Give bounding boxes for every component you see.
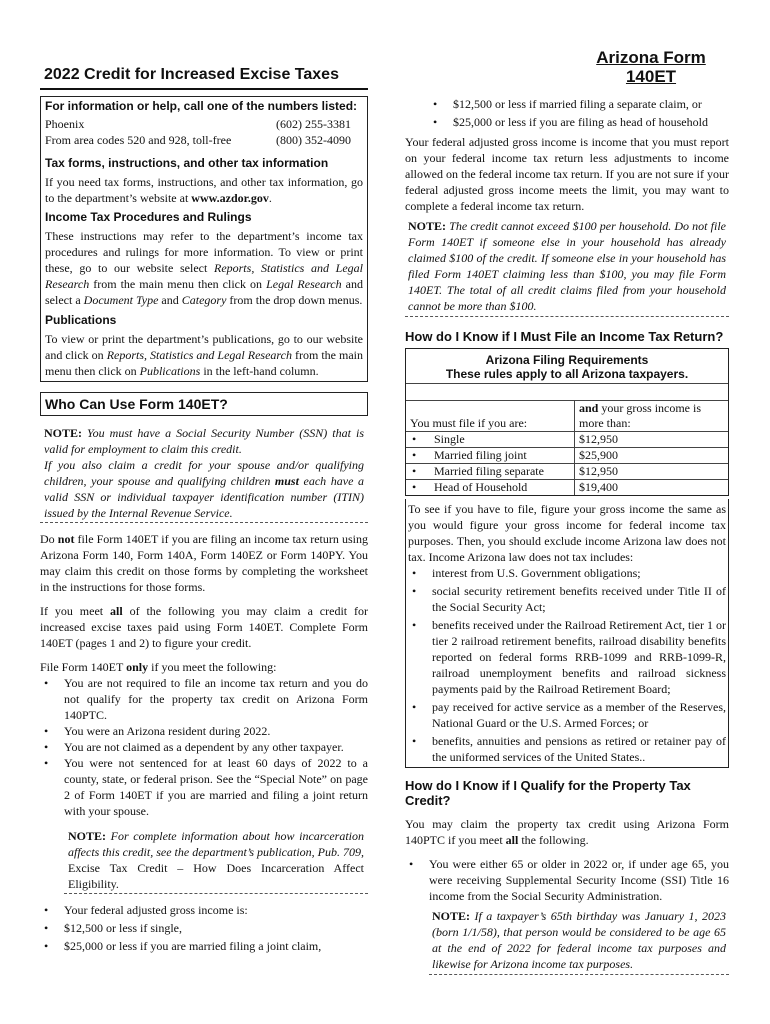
who-heading-box	[40, 392, 368, 416]
exclusions-list	[408, 565, 726, 765]
title-rule	[40, 88, 368, 90]
phone-row-phoenix	[45, 116, 363, 132]
status-cell: Married filing joint	[434, 448, 527, 462]
phone-row-tollfree	[45, 132, 363, 148]
incarceration-note: NOTE: For complete information about how incarceration affects this credit, see the department’s publication, Pub. 709, Excise Tax Credit – How Does Incarceration Affect Eligibility.	[68, 829, 364, 891]
list-item: • benefits, annuities and pensions as retired or retainer pay of the uniformed services of the United States..	[408, 733, 726, 765]
ptc-text: You may claim the property tax credit using Arizona Form 140PTC if you meet all the following.	[405, 817, 729, 847]
table-row: • Married filing joint $25,900	[406, 448, 728, 464]
list-item: • $12,500 or less if married filing a separate claim, or	[429, 96, 729, 112]
right-column	[405, 96, 729, 975]
phone-number: (602) 255-3381	[276, 117, 351, 131]
conditions-list	[40, 675, 368, 819]
list-item: • social security retirement benefits received under Title II of the Social Security Act;	[408, 583, 726, 615]
form-title	[588, 48, 714, 86]
fagi-list	[40, 902, 368, 918]
table-row: • Married filing separate $12,950	[406, 464, 728, 480]
list-item: • You are not claimed as a dependent by any other taxpayer.	[40, 739, 368, 755]
status-cell: Single	[434, 432, 465, 446]
phone-number: (800) 352-4090	[276, 133, 351, 147]
col-header: and your gross income is more than:	[575, 401, 729, 432]
list-item: • You were either 65 or older in 2022 or, if under age 65, you were receiving Supplemental Security Income (SSI) Title 16 income from the Social Security Administration.	[405, 856, 729, 904]
fagi-sub-list	[40, 920, 368, 954]
procedures-heading: Income Tax Procedures and Rulings	[45, 210, 252, 224]
list-item: • $25,000 or less if you are filing as head of household	[429, 114, 729, 130]
amount-cell: $12,950	[575, 432, 729, 448]
list-item: • You were an Arizona resident during 2022.	[40, 723, 368, 739]
ssn-note: NOTE: You must have a Social Security Number (SSN) that is valid for employment to claim this credit.	[44, 426, 364, 456]
list-item: • pay received for active service as a member of the Reserves, National Guard or the U.S. Armed Forces; or	[408, 699, 726, 731]
ptc-heading: How do I Know if I Qualify for the Property Tax Credit?	[405, 778, 691, 808]
file-only-text: File Form 140ET only if you meet the following:	[40, 660, 277, 674]
ssn-note-box	[40, 424, 368, 523]
fagi-definition: Your federal adjusted gross income is income that you must report on your federal income tax return less adjustments to income allowed on the federal income tax return. If you are not sure if your federal adjusted gross income meets the limit, you may want to complete a federal income tax return.	[405, 135, 729, 213]
credit-note: NOTE: The credit cannot exceed $100 per household. Do not file Form 140ET if someone else in your household has already claimed $100 of the credit. If someone else in your household has filed Form 140ET claiming less than $100, you may file Form 140ET. The total of all credit claims filed from your household cannot be more than $100.	[408, 219, 726, 313]
amount-cell: $19,400	[575, 480, 729, 496]
procedures-text: These instructions may refer to the department’s income tax procedures and rulings for more information. To view or print these, go to our website select Reports, Statistics and Legal Research from the main menu then click on Legal Research and select a Document Type and Category from the drop down menus.	[45, 229, 363, 307]
form-title-line-2: 140ET	[625, 67, 677, 86]
see-if-box	[405, 499, 729, 768]
list-item: • $25,000 or less if you are married filing a joint claim,	[40, 938, 368, 954]
credit-note-box	[405, 216, 729, 317]
fagi-sub-list-cont	[429, 96, 729, 130]
if-meet-text: If you meet all of the following you may claim a credit for increased excise taxes paid using Form 140ET. Complete Form 140ET (pages 1 and 2) to figure your credit.	[40, 604, 368, 650]
table-row: • Single $12,950	[406, 432, 728, 448]
page-title: 2022 Credit for Increased Excise Taxes	[44, 66, 339, 83]
table-row: • Head of Household $19,400	[406, 480, 728, 496]
info-box	[40, 96, 368, 382]
info-heading: For information or help, call one of the numbers listed:	[45, 99, 358, 113]
list-item: • benefits received under the Railroad Retirement Act, tier 1 or tier 2 railroad retirement benefits, railroad disability benefits reported on federal forms RRB-1099 and RRB-1099-R, railroad unemployment benefits and railroad sickness payments paid by the Railroad Retirement Board;	[408, 617, 726, 697]
publications-text: To view or print the department’s publications, go to our website and click on Reports, Statistics and Legal Research from the main menu then click on Publications in the left-hand column.	[45, 332, 363, 378]
list-item: • Your federal adjusted gross income is:	[40, 902, 368, 918]
amount-cell: $12,950	[575, 464, 729, 480]
must-file-heading: How do I Know if I Must File an Income Tax Return?	[405, 329, 724, 344]
who-heading: Who Can Use Form 140ET?	[45, 396, 228, 412]
see-if-text: To see if you have to file, figure your gross income the same as you would figure your gross income for federal income tax purposes. Then, you should exclude income Arizona law does not tax. Income Arizona law does not tax includes:	[408, 502, 726, 564]
ptc-list	[405, 856, 729, 904]
list-item: • interest from U.S. Government obligations;	[408, 565, 726, 581]
amount-cell: $25,900	[575, 448, 729, 464]
azdor-link[interactable]: www.azdor.gov	[191, 191, 269, 205]
publications-heading: Publications	[45, 313, 117, 327]
do-not-file-text: Do not file Form 140ET if you are filing an income tax return using Arizona Form 140, Form 140A, Form 140EZ or Form 140PY. You may claim this credit on those forms by completing the worksheet in the instructions for those forms.	[40, 532, 368, 594]
status-cell: Head of Household	[434, 480, 528, 494]
ssn-note-spouse: If you also claim a credit for your spouse and/or qualifying children, your spouse and qualifying children must each have a valid SSN or individual taxpayer identification number (ITIN) issued by the Internal Revenue Service.	[44, 458, 364, 520]
age-note: NOTE: If a taxpayer’s 65th birthday was January 1, 2023 (born 1/1/58), that person would be considered to be age 65 at the end of 2022 for federal income tax purposes and likewise for Arizona income tax purposes.	[432, 909, 726, 971]
requirements-title-1: Arizona Filing Requirements	[485, 353, 649, 367]
phone-label: From area codes 520 and 928, toll-free	[45, 133, 232, 147]
requirements-title	[406, 349, 728, 384]
phone-label: Phoenix	[45, 117, 85, 131]
note-label: NOTE:	[44, 426, 83, 440]
list-item: • You are not required to file an income tax return and you do not qualify for the property tax credit on Arizona Form 140PTC.	[40, 675, 368, 723]
list-item: • $12,500 or less if single,	[40, 920, 368, 936]
table-header-row	[406, 401, 728, 432]
left-column	[40, 96, 368, 954]
col-header: You must file if you are:	[406, 401, 575, 432]
requirements-table	[406, 400, 728, 495]
age-note-box	[429, 906, 729, 975]
requirements-title-2: These rules apply to all Arizona taxpayers.	[445, 367, 689, 381]
form-title-line-1: Arizona Form	[596, 48, 706, 67]
tax-forms-heading: Tax forms, instructions, and other tax information	[45, 156, 329, 170]
incarceration-note-box	[64, 827, 368, 894]
status-cell: Married filing separate	[434, 464, 544, 478]
tax-forms-text: If you need tax forms, instructions, and other tax information, go to the department’s website at www.azdor.gov.	[45, 175, 363, 205]
requirements-table-box	[405, 348, 729, 496]
list-item: • You were not sentenced for at least 60 days of 2022 to a county, state, or federal prison. See the “Special Note” on page 2 of Form 140ET if you are married and filing a joint return with your spouse.	[40, 755, 368, 819]
